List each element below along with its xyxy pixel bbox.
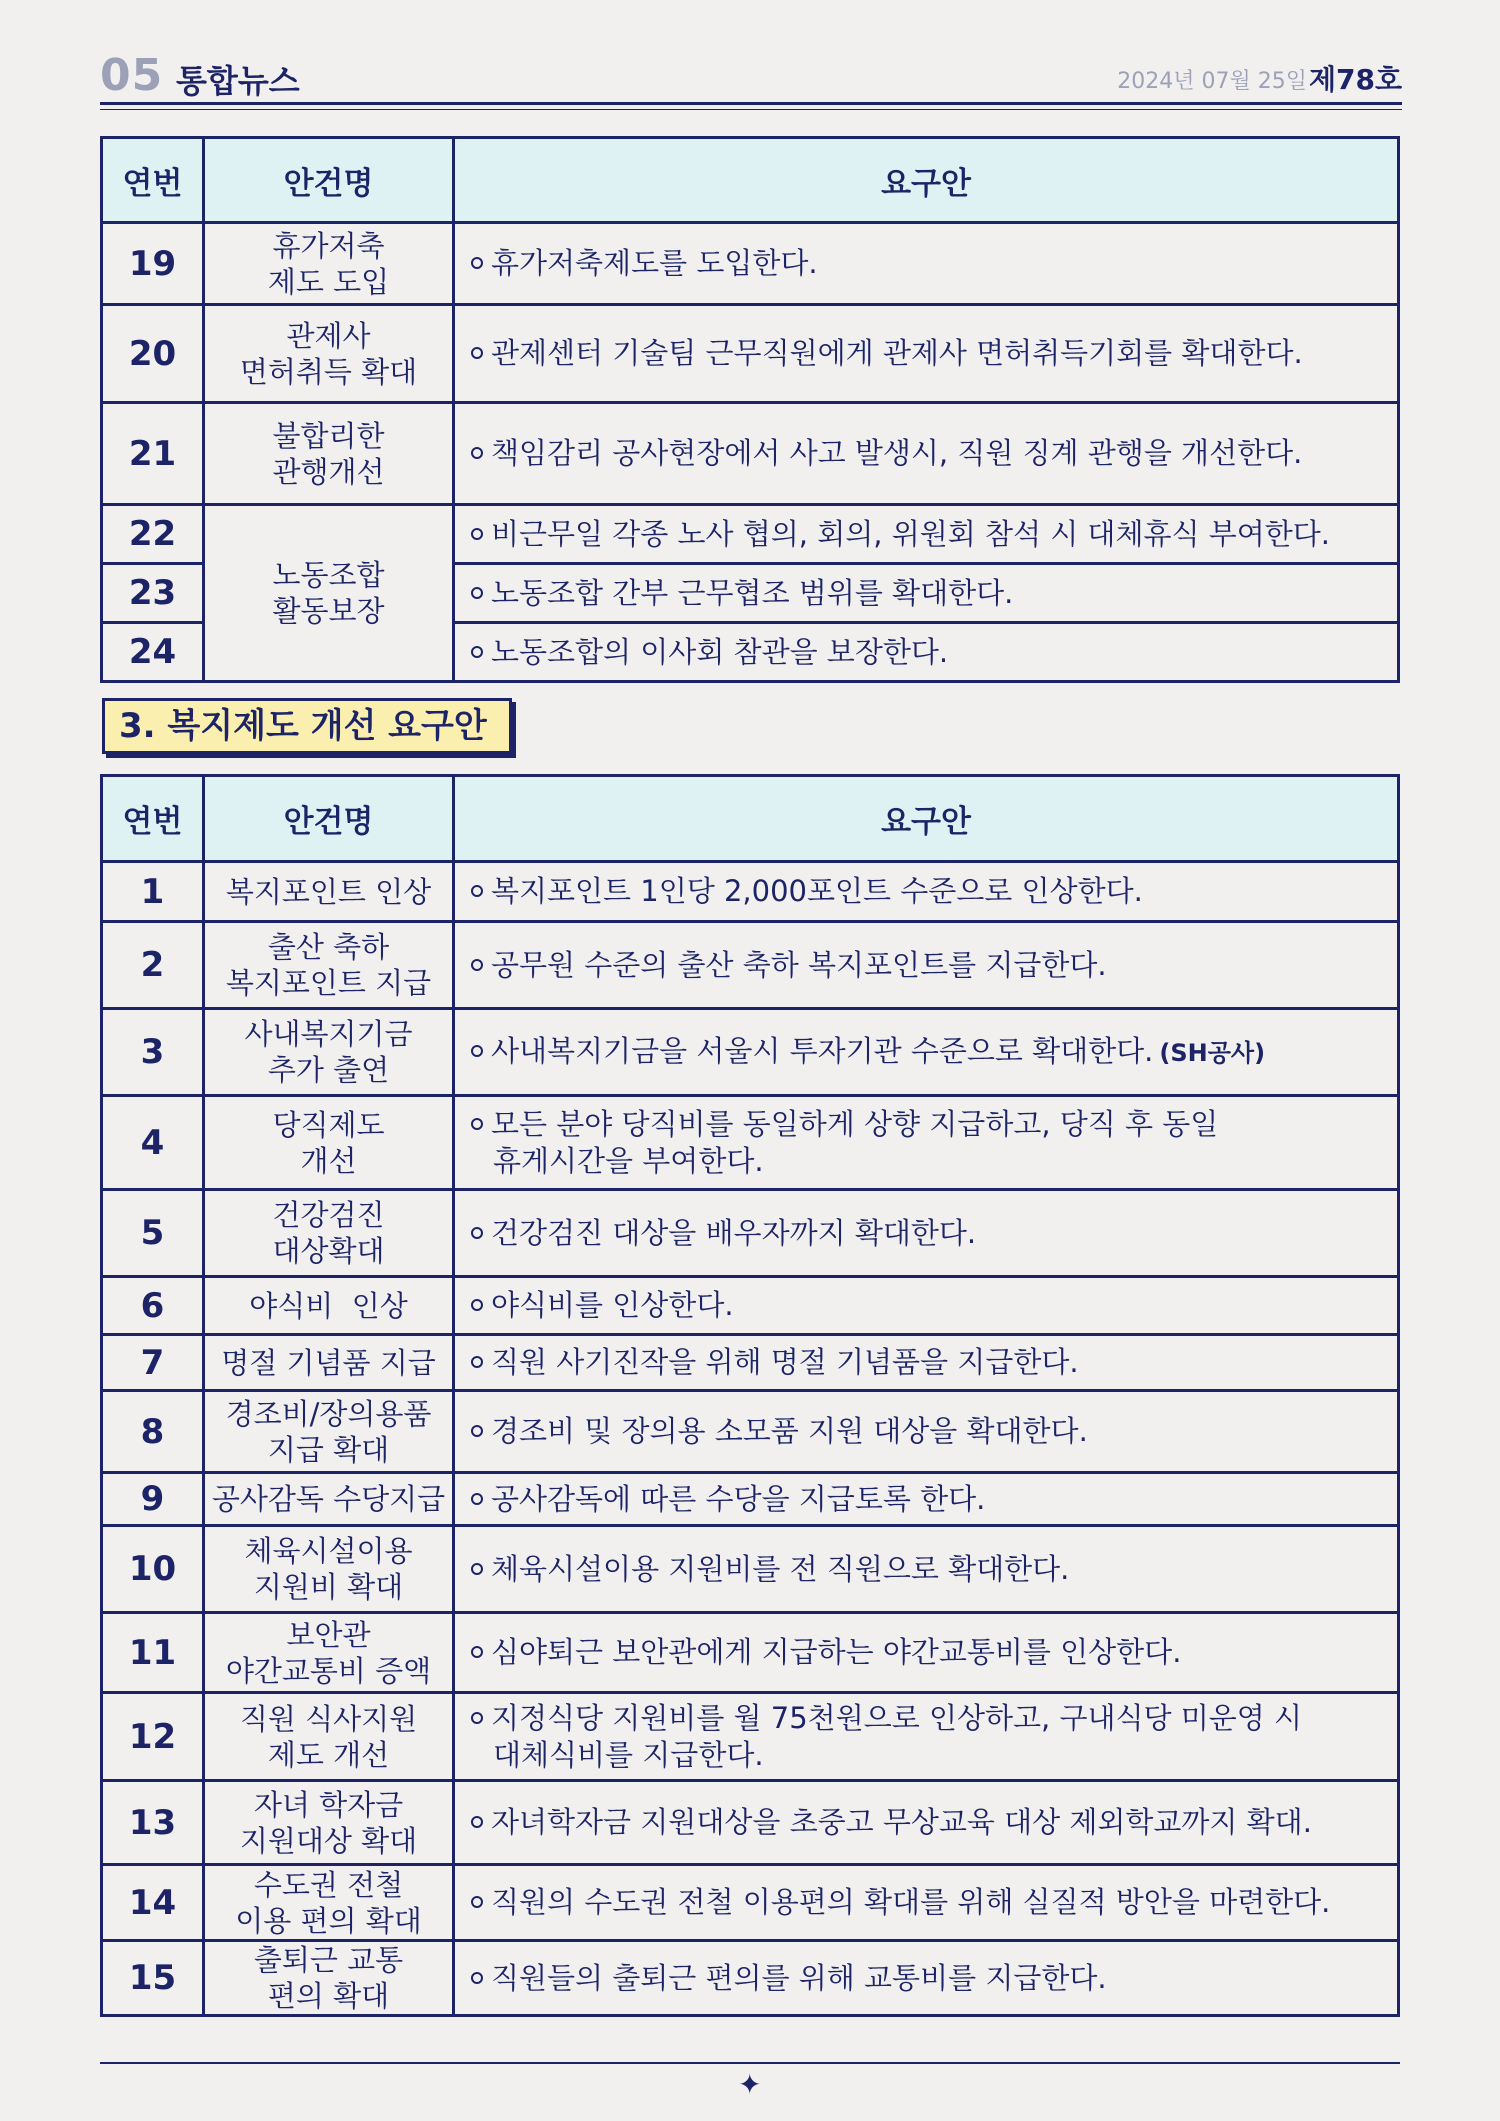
item-name: 관제사 면허취득 확대 xyxy=(204,305,454,403)
page-number: 05 xyxy=(100,50,164,101)
bullet-circle-icon xyxy=(471,528,483,540)
issue-date: 2024년 07월 25일 xyxy=(1117,69,1307,94)
section-heading-welfare: 3. 복지제도 개선 요구안 xyxy=(102,698,512,754)
table-header-row xyxy=(102,138,1399,223)
table-row xyxy=(102,862,1399,922)
table-row xyxy=(102,1096,1399,1190)
item-name: 보안관 야간교통비 증액 xyxy=(204,1613,454,1693)
table-row xyxy=(102,1473,1399,1526)
demand-text: 휴가저축제도를 도입한다. xyxy=(454,223,1399,305)
welfare-demands-table xyxy=(100,774,1400,2017)
bullet-circle-icon xyxy=(471,447,483,459)
demand-note: (SH공사) xyxy=(1159,1038,1266,1067)
bullet-circle-icon xyxy=(471,1712,483,1724)
bullet-circle-icon xyxy=(471,1356,483,1368)
demand-text: 비근무일 각종 노사 협의, 회의, 위원회 참석 시 대체휴식 부여한다. xyxy=(454,505,1399,564)
demand-text: 모든 분야 당직비를 동일하게 상향 지급하고, 당직 후 동일 휴게시간을 부여한다. xyxy=(454,1096,1399,1190)
demand-text: 자녀학자금 지원대상을 초중고 무상교육 대상 제외학교까지 확대. xyxy=(454,1781,1399,1865)
bullet-circle-icon xyxy=(471,1425,483,1437)
table-row xyxy=(102,403,1399,505)
item-name: 수도권 전철 이용 편의 확대 xyxy=(204,1865,454,1941)
bullet-circle-icon xyxy=(471,1299,483,1311)
item-name: 사내복지기금 추가 출연 xyxy=(204,1009,454,1096)
demand-text: 노동조합 간부 근무협조 범위를 확대한다. xyxy=(454,564,1399,623)
table-row xyxy=(102,305,1399,403)
row-number: 12 xyxy=(102,1693,204,1781)
demand-text: 책임감리 공사현장에서 사고 발생시, 직원 징계 관행을 개선한다. xyxy=(454,403,1399,505)
bullet-circle-icon xyxy=(471,1118,483,1130)
bullet-circle-icon xyxy=(471,885,483,897)
item-name: 복지포인트 인상 xyxy=(204,862,454,922)
row-number: 1 xyxy=(102,862,204,922)
row-number: 14 xyxy=(102,1865,204,1941)
demand-text: 사내복지기금을 서울시 투자기관 수준으로 확대한다. (SH공사) xyxy=(454,1009,1399,1096)
table-row xyxy=(102,1613,1399,1693)
table-row xyxy=(102,1941,1399,2016)
bullet-circle-icon xyxy=(471,1563,483,1575)
row-number: 4 xyxy=(102,1096,204,1190)
item-name: 노동조합 활동보장 xyxy=(204,505,454,682)
table-row xyxy=(102,505,1399,564)
item-name: 출퇴근 교통 편의 확대 xyxy=(204,1941,454,2016)
demand-text: 공사감독에 따른 수당을 지급토록 한다. xyxy=(454,1473,1399,1526)
table-row xyxy=(102,1693,1399,1781)
demand-text: 관제센터 기술팀 근무직원에게 관제사 면허취득기회를 확대한다. xyxy=(454,305,1399,403)
row-number: 9 xyxy=(102,1473,204,1526)
bullet-circle-icon xyxy=(471,1972,483,1984)
section-name: 통합뉴스 xyxy=(176,62,300,100)
table-row xyxy=(102,922,1399,1009)
row-number: 8 xyxy=(102,1391,204,1473)
row-number: 20 xyxy=(102,305,204,403)
col-header-demand: 요구안 xyxy=(454,776,1399,862)
bullet-circle-icon xyxy=(471,1493,483,1505)
table-row xyxy=(102,1865,1399,1941)
row-number: 22 xyxy=(102,505,204,564)
item-name: 자녀 학자금 지원대상 확대 xyxy=(204,1781,454,1865)
row-number: 24 xyxy=(102,623,204,682)
col-header-item: 안건명 xyxy=(204,138,454,223)
table-row xyxy=(102,1391,1399,1473)
row-number: 13 xyxy=(102,1781,204,1865)
bullet-circle-icon xyxy=(471,1045,483,1057)
item-name: 당직제도 개선 xyxy=(204,1096,454,1190)
row-number: 2 xyxy=(102,922,204,1009)
row-number: 23 xyxy=(102,564,204,623)
table-header-row xyxy=(102,776,1399,862)
demand-text: 공무원 수준의 출산 축하 복지포인트를 지급한다. xyxy=(454,922,1399,1009)
col-header-number: 연번 xyxy=(102,138,204,223)
table-row xyxy=(102,1781,1399,1865)
item-name: 경조비/장의용품 지급 확대 xyxy=(204,1391,454,1473)
demand-text: 심야퇴근 보안관에게 지급하는 야간교통비를 인상한다. xyxy=(454,1613,1399,1693)
row-number: 7 xyxy=(102,1335,204,1391)
row-number: 10 xyxy=(102,1526,204,1613)
page-header xyxy=(100,42,1402,102)
row-number: 5 xyxy=(102,1190,204,1277)
bullet-circle-icon xyxy=(471,1816,483,1828)
bullet-circle-icon xyxy=(471,587,483,599)
bullet-circle-icon xyxy=(471,1646,483,1658)
item-name: 건강검진 대상확대 xyxy=(204,1190,454,1277)
table-row xyxy=(102,1526,1399,1613)
demand-text: 직원 사기진작을 위해 명절 기념품을 지급한다. xyxy=(454,1335,1399,1391)
demand-text: 복지포인트 1인당 2,000포인트 수준으로 인상한다. xyxy=(454,862,1399,922)
table-row xyxy=(102,1335,1399,1391)
header-divider xyxy=(100,102,1402,105)
row-number: 21 xyxy=(102,403,204,505)
item-name: 출산 축하 복지포인트 지급 xyxy=(204,922,454,1009)
item-name: 체육시설이용 지원비 확대 xyxy=(204,1526,454,1613)
item-name: 공사감독 수당지급 xyxy=(204,1473,454,1526)
bullet-circle-icon xyxy=(471,646,483,658)
demand-text: 경조비 및 장의용 소모품 지원 대상을 확대한다. xyxy=(454,1391,1399,1473)
col-header-item: 안건명 xyxy=(204,776,454,862)
header-divider-thin xyxy=(100,109,1402,110)
demand-text: 직원의 수도권 전철 이용편의 확대를 위해 실질적 방안을 마련한다. xyxy=(454,1865,1399,1941)
issue-number: 제78호 xyxy=(1308,63,1402,96)
col-header-demand: 요구안 xyxy=(454,138,1399,223)
item-name: 명절 기념품 지급 xyxy=(204,1335,454,1391)
footer-divider xyxy=(100,2062,1400,2064)
demand-text: 야식비를 인상한다. xyxy=(454,1277,1399,1335)
table-row xyxy=(102,223,1399,305)
item-name: 불합리한 관행개선 xyxy=(204,403,454,505)
item-name: 야식비 인상 xyxy=(204,1277,454,1335)
bullet-circle-icon xyxy=(471,1896,483,1908)
row-number: 19 xyxy=(102,223,204,305)
demand-text: 노동조합의 이사회 참관을 보장한다. xyxy=(454,623,1399,682)
demand-text: 직원들의 출퇴근 편의를 위해 교통비를 지급한다. xyxy=(454,1941,1399,2016)
row-number: 11 xyxy=(102,1613,204,1693)
table-row xyxy=(102,1190,1399,1277)
col-header-number: 연번 xyxy=(102,776,204,862)
item-name: 휴가저축 제도 도입 xyxy=(204,223,454,305)
demand-text: 지정식당 지원비를 월 75천원으로 인상하고, 구내식당 미운영 시 대체식비를 지급한다. xyxy=(454,1693,1399,1781)
table-row xyxy=(102,1277,1399,1335)
demand-text: 체육시설이용 지원비를 전 직원으로 확대한다. xyxy=(454,1526,1399,1613)
bullet-circle-icon xyxy=(471,959,483,971)
item-name: 직원 식사지원 제도 개선 xyxy=(204,1693,454,1781)
row-number: 6 xyxy=(102,1277,204,1335)
demand-text: 건강검진 대상을 배우자까지 확대한다. xyxy=(454,1190,1399,1277)
table-row xyxy=(102,1009,1399,1096)
row-number: 15 xyxy=(102,1941,204,2016)
row-number: 3 xyxy=(102,1009,204,1096)
demands-table-continued xyxy=(100,136,1400,683)
bullet-circle-icon xyxy=(471,1227,483,1239)
star-ornament-icon: ✦ xyxy=(738,2068,762,2101)
bullet-circle-icon xyxy=(471,257,483,269)
bullet-circle-icon xyxy=(471,347,483,359)
